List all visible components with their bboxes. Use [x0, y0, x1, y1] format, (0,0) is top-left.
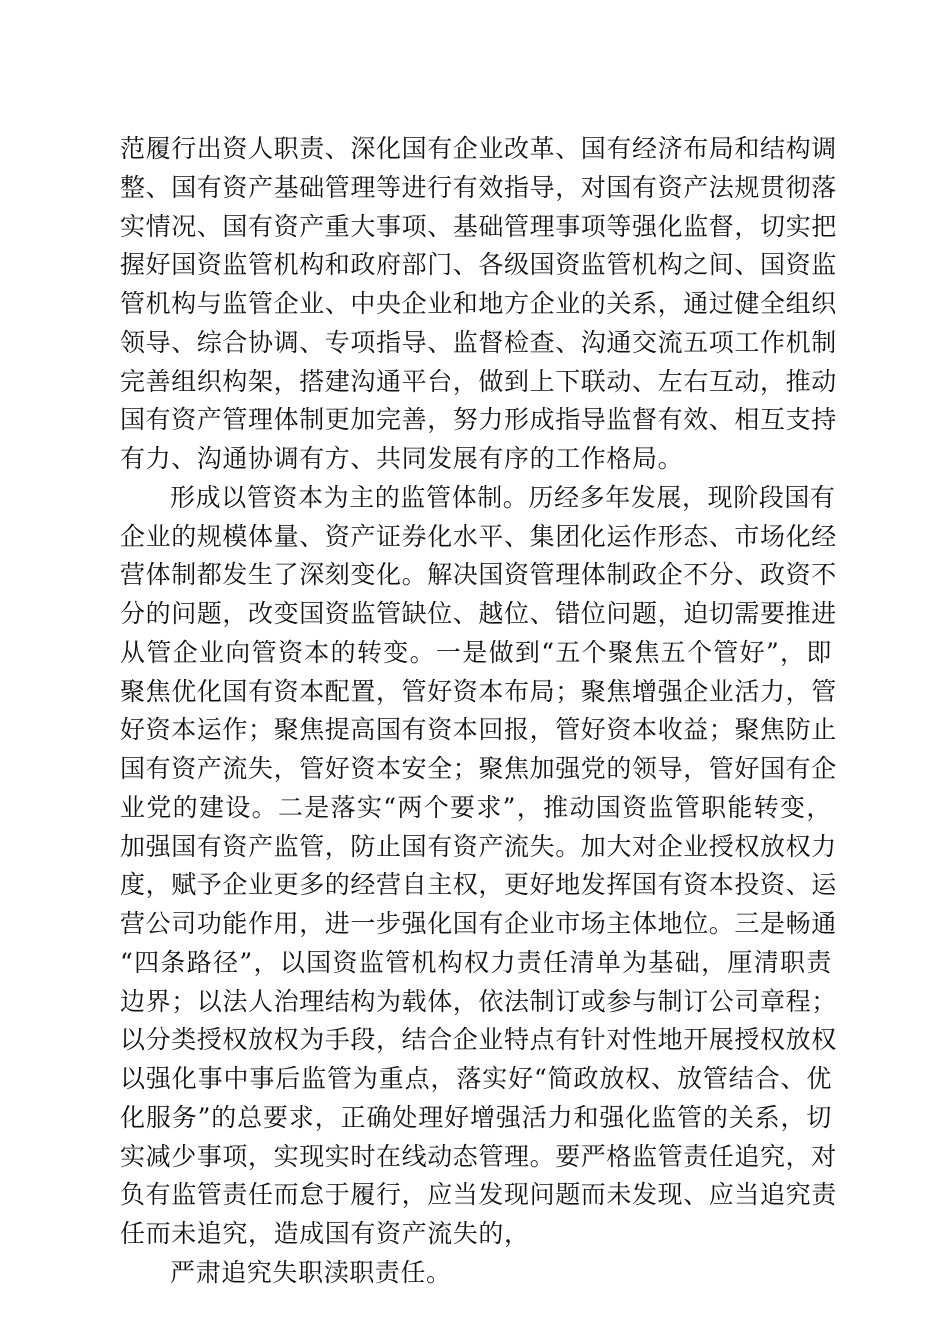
text-line: 边界；以法人治理结构为载体，依法制订或参与制订公司章程；: [120, 986, 837, 1016]
body-text: [120, 130, 837, 1293]
text-line: 实情况、国有资产重大事项、基础管理事项等强化监督，切实把: [120, 211, 837, 241]
text-line: 从管企业向管资本的转变。一是做到“五个聚焦五个管好”，即: [120, 637, 832, 667]
text-line: 有力、沟通协调有方、共同发展有序的工作格局。: [120, 444, 684, 473]
text-line: 加强国有资产监管，防止国有资产流失。加大对企业授权放权力: [120, 831, 837, 861]
text-line: 领导、综合协调、专项指导、监督检查、沟通交流五项工作机制: [120, 327, 837, 357]
text-line: 以分类授权放权为手段，结合企业特点有针对性地开展授权放权: [120, 1025, 837, 1055]
text-line: 化服务”的总要求，正确处理好增强活力和强化监管的关系，切: [120, 1102, 832, 1132]
text-line: “四条路径”，以国资监管机构权力责任清单为基础，厘清职责: [120, 947, 832, 977]
text-line: 以强化事中事后监管为重点，落实好“简政放权、放管结合、优: [120, 1064, 832, 1093]
text-line: 营体制都发生了深刻变化。解决国资管理体制政企不分、政资不: [120, 560, 837, 590]
text-line: 范履行出资人职责、深化国有企业改革、国有经济布局和结构调: [120, 134, 837, 163]
text-line: 好资本运作；聚焦提高国有资本回报，管好资本收益；聚焦防止: [120, 715, 837, 745]
text-line: 营公司功能作用，进一步强化国有企业市场主体地位。三是畅通: [120, 909, 837, 938]
text-line: 任而未追究，造成国有资产流失的，: [120, 1219, 530, 1248]
text-line: 实减少事项，实现实时在线动态管理。要严格监管责任追究，对: [120, 1141, 837, 1171]
text-line: 负有监管责任而怠于履行，应当发现问题而未发现、应当追究责: [120, 1180, 837, 1210]
text-line: 握好国资监管机构和政府部门、各级国资监管机构之间、国资监: [120, 250, 837, 280]
text-line: 完善组织构架，搭建沟通平台，做到上下联动、左右互动，推动: [120, 366, 837, 396]
text-line: 管机构与监管企业、中央企业和地方企业的关系，通过健全组织: [120, 289, 837, 318]
text-line: 业党的建设。二是落实“两个要求”，推动国资监管职能转变，: [120, 792, 832, 822]
text-line: 整、国有资产基础管理等进行有效指导，对国有资产法规贯彻落: [120, 172, 837, 202]
text-line: 分的问题，改变国资监管缺位、越位、错位问题，迫切需要推进: [120, 599, 837, 628]
text-line: 聚焦优化国有资本配置，管好资本布局；聚焦增强企业活力，管: [120, 676, 837, 706]
text-line: 企业的规模体量、资产证券化水平、集团化运作形态、市场化经: [120, 521, 837, 551]
paragraph-first-line: 严肃追究失职渎职责任。: [170, 1257, 452, 1287]
text-line: 度，赋予企业更多的经营自主权，更好地发挥国有资本投资、运: [120, 870, 837, 900]
text-line: 国有资产流失，管好资本安全；聚焦加强党的领导，管好国有企: [120, 754, 837, 783]
paragraph-first-line: 形成以管资本为主的监管体制。历经多年发展，现阶段国有: [170, 482, 836, 512]
text-line: 国有资产管理体制更加完善，努力形成指导监督有效、相互支持: [120, 405, 837, 435]
